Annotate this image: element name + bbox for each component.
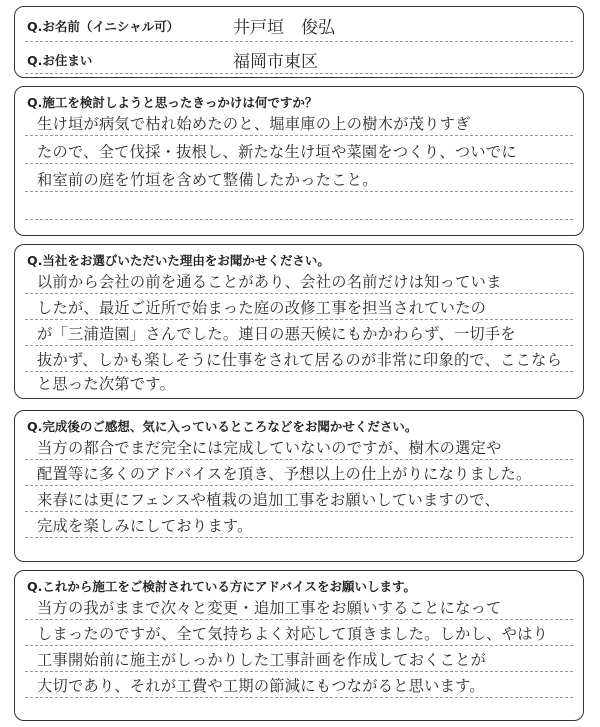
answer-line: 生け垣が病気で枯れ始めたのと、堀車庫の上の樹木が茂りすぎ bbox=[37, 115, 471, 133]
answer-line: 以前から会社の前を通ることがあり、会社の名前だけは知っていま bbox=[37, 273, 502, 291]
name-label: Q.お名前（イニシャル可） bbox=[27, 19, 180, 34]
answer-line: したが、最近ご近所で始まった庭の改修工事を担当されていたの bbox=[37, 299, 487, 317]
answer-line: しまったのですが、全て気持ちよく対応して頂きました。しかし、やはり bbox=[37, 625, 549, 643]
answer-line: たので、全て伐採・抜根し、新たな生け垣や菜園をつくり、ついでに bbox=[37, 143, 517, 161]
answer-line: と思った次第です。 bbox=[37, 375, 176, 393]
answer-line: 配置等に多くのアドバイスを頂き、予想以上の仕上がりになりました。 bbox=[37, 465, 532, 483]
answer-line: 大切であり、それが工費や工期の節減にもつながると思います。 bbox=[37, 677, 485, 695]
section-trigger bbox=[14, 86, 584, 236]
section-question: Q.完成後のご感想、気に入っているところなどをお聞かせください。 bbox=[27, 419, 418, 434]
name-value: 井戸垣 俊弘 bbox=[233, 18, 335, 38]
address-label: Q.お住まい bbox=[27, 53, 93, 68]
section-question: Q.当社をお選びいただいた理由をお聞かせください。 bbox=[27, 253, 330, 268]
answer-line: 来春には更にフェンスや植栽の追加工事をお願いしていますので、 bbox=[37, 491, 501, 509]
header-box bbox=[14, 6, 584, 78]
answer-line: 工事開始前に施主がしっかりした工事計画を作成しておくことが bbox=[37, 651, 487, 669]
answer-line: 当方の我がままで次々と変更・追加工事をお願いすることになって bbox=[37, 599, 502, 617]
section-reason bbox=[14, 244, 584, 399]
section-question: Q.施工を検討しようと思ったきっかけは何ですか？ bbox=[27, 95, 318, 110]
answer-line: が「三浦造園」さんでした。連日の悪天候にもかかわらず、一切手を bbox=[37, 325, 516, 343]
answer-line: 完成を楽しみにしております。 bbox=[37, 517, 253, 535]
answer-line: 抜かず、しかも楽しそうに仕事をされて居るのが非常に印象的で、ここなら bbox=[37, 351, 563, 369]
section-impressions bbox=[14, 410, 584, 562]
answer-line: 和室前の庭を竹垣を含めて整備したかったこと。 bbox=[37, 171, 378, 189]
section-question: Q.これから施工をご検討されている方にアドバイスをお願いします。 bbox=[27, 579, 417, 594]
section-advice bbox=[14, 570, 584, 721]
address-value: 福岡市東区 bbox=[233, 52, 318, 72]
answer-line: 当方の都合でまだ完全には完成していないのですが、樹木の選定や bbox=[37, 439, 502, 457]
